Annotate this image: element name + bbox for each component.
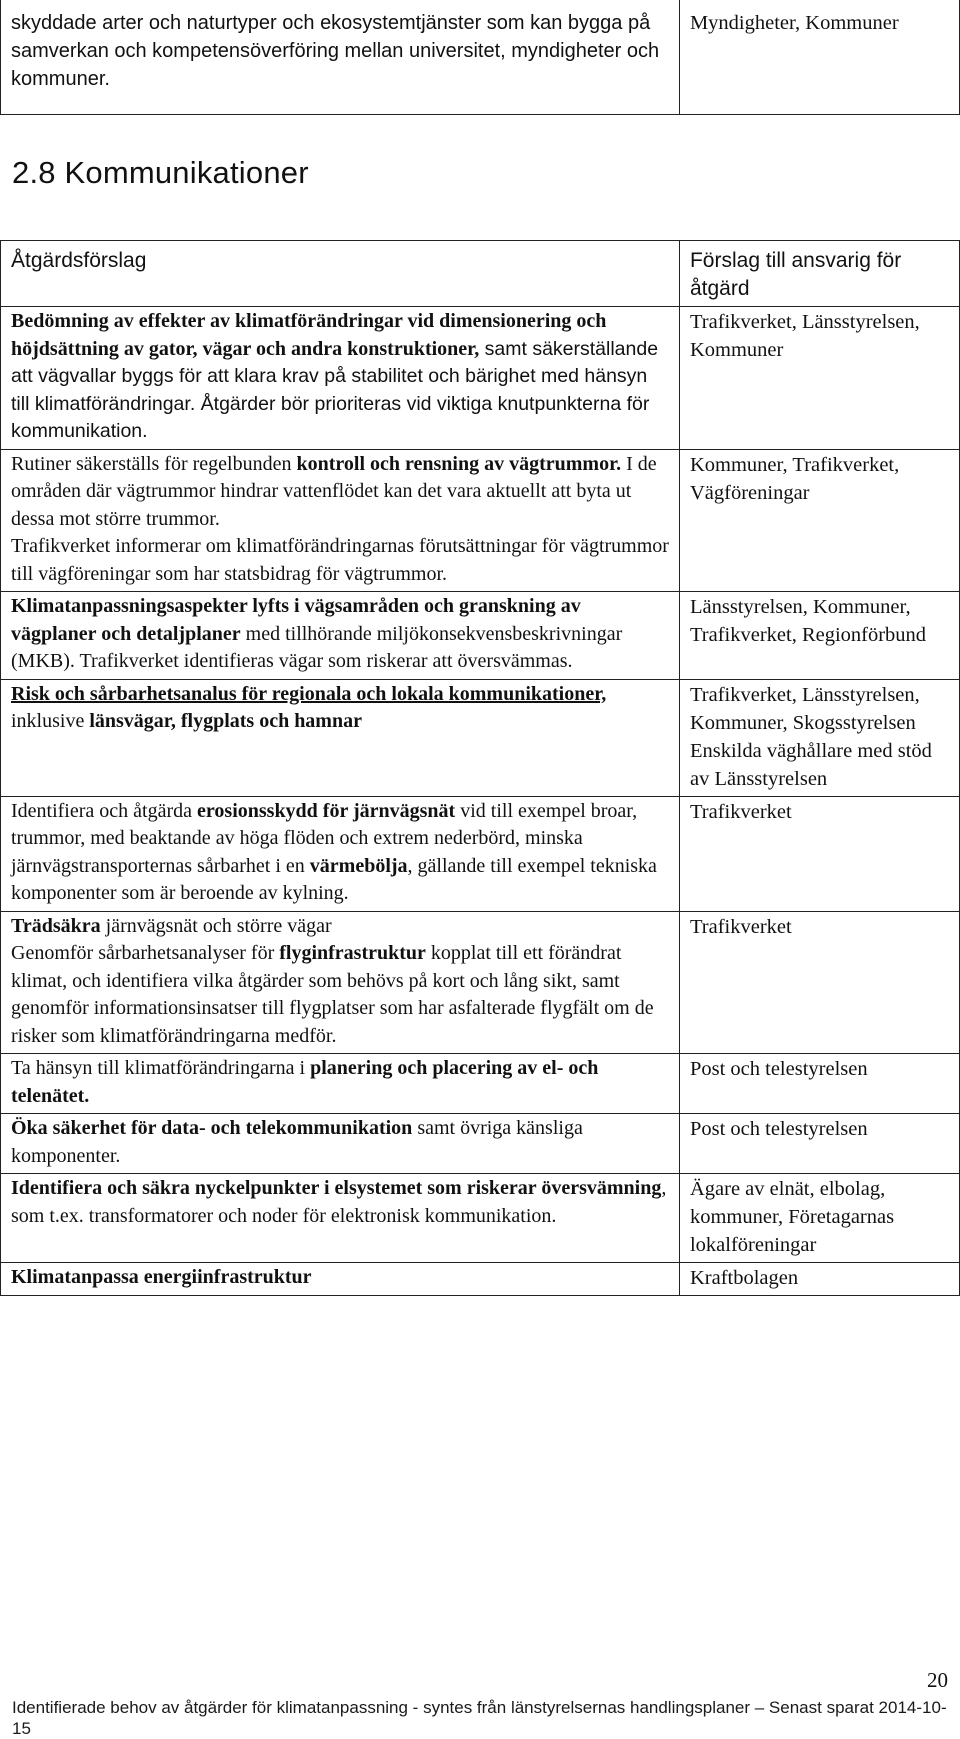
previous-section-table	[0, 0, 960, 115]
action-text: kopplat till ett förändrat klimat, och identifiera vilka åtgärder som behövs på kort och lång sikt, samt genomför informationsinsatser till flygplatser som har asfalterade flygfält om de risker som klimatförändringarna medför.	[11, 942, 654, 1047]
action-paragraph	[11, 1264, 669, 1292]
responsible-cell: Trafikverket, Länsstyrelsen, Kommuner	[679, 307, 959, 450]
action-text: samt säkerställande att vägvallar byggs för att klara krav på stabilitet och bärighet med hänsyn till klimatförändringar. Åtgärder bör prioriteras vid viktiga knutpunkterna för kommunikation.	[11, 337, 659, 442]
action-text: järnvägsnät och större vägar	[100, 914, 332, 937]
bold-text: planering och placering av el- och telenätet.	[11, 1057, 599, 1107]
action-paragraph	[11, 681, 669, 736]
action-paragraph	[11, 798, 669, 908]
responsible-cell: Trafikverket	[679, 796, 959, 911]
action-text: med tillhörande miljökonsekvensbeskrivningar (MKB). Trafikverket identifieras vägar som riskerar att översvämmas.	[11, 622, 623, 672]
table-row	[1, 307, 960, 450]
section-title: 2.8 Kommunikationer	[12, 155, 309, 190]
measures-table	[0, 240, 960, 1296]
action-cell	[1, 1174, 680, 1263]
responsible-cell: Länsstyrelsen, Kommuner, Trafikverket, Regionförbund	[679, 592, 959, 680]
action-cell	[1, 449, 680, 592]
action-cell	[1, 1263, 680, 1296]
bold-text: erosionsskydd för järnvägsnät	[197, 799, 456, 822]
responsible-cell	[679, 0, 959, 115]
table-row	[1, 1054, 960, 1114]
responsible-text: Myndigheter, Kommuner	[689, 12, 899, 34]
bold-text: Risk och sårbarhetsanalus för regionala och lokala kommunikationer,	[11, 682, 607, 705]
bold-text: kontroll och rensning av vägtrummor.	[296, 452, 622, 475]
action-cell	[1, 592, 680, 680]
page-footer: Identifierade behov av åtgärder för klimatanpassning - syntes från länstyrelsernas handlingsplaner – Senast sparat 2014-10-15	[12, 1698, 947, 1738]
action-paragraph: Trafikverket informerar om klimatförändringarnas förutsättningar för vägtrummor till vägföreningar som har statsbidrag för vägtrummor.	[11, 535, 669, 585]
responsible-cell: Trafikverket	[679, 911, 959, 1054]
bold-text: Öka säkerhet för data- och telekommunikation	[11, 1117, 413, 1139]
action-paragraph	[11, 1055, 669, 1110]
table-row	[1, 796, 960, 911]
action-text: Identifiera och åtgärda	[11, 799, 198, 822]
action-cell	[1, 1114, 680, 1174]
table-row	[1, 1263, 960, 1296]
responsible-cell: Kommuner, Trafikverket, Vägföreningar	[679, 449, 959, 592]
responsible-cell: Trafikverket, Länsstyrelsen, Kommuner, Skogsstyrelsen Enskilda väghållare med stöd av Länsstyrelsen	[679, 679, 959, 796]
action-cell	[1, 0, 680, 115]
table-row	[1, 592, 960, 680]
header-actions: Åtgärdsförslag	[1, 241, 680, 307]
action-paragraph	[11, 1175, 669, 1230]
action-text: samt övriga känsliga komponenter.	[11, 1117, 583, 1167]
bold-text: länsvägar, flygplats och hamnar	[89, 710, 362, 732]
action-text: vid till exempel broar, trummor, med beaktande av höga flöden och extrem nederbörd, minska järnvägstransporternas sårbarhet i en	[11, 799, 638, 877]
bold-text: Bedömning av effekter av klimatförändringar vid dimensionering och höjdsättning av gator, vägar och andra konstruktioner,	[11, 310, 607, 360]
table-row	[1, 679, 960, 796]
table-row	[1, 1114, 960, 1174]
bold-text: Identifiera och säkra nyckelpunkter i elsystemet som riskerar översvämning	[11, 1177, 662, 1199]
action-paragraph	[11, 593, 669, 676]
bold-text: flyginfrastruktur	[279, 942, 426, 964]
action-text: I de områden där vägtrummor hindrar vattenflödet kan det vara aktuellt att byta ut dessa mot större trummor.	[11, 452, 657, 530]
action-text: Rutiner säkerställs för regelbunden	[11, 452, 297, 475]
bold-text: Klimatanpassa energiinfrastruktur	[11, 1266, 312, 1288]
bold-text: värmebölja	[309, 854, 408, 877]
responsible-cell: Ägare av elnät, elbolag, kommuner, Företagarnas lokalföreningar	[679, 1174, 959, 1263]
action-text: Ta hänsyn till klimatförändringarna i	[11, 1057, 311, 1079]
action-text: skyddade arter och naturtyper och ekosystemtjänster som kan bygga på samverkan och kompetensöverföring mellan universitet, myndigheter och kommuner.	[11, 12, 660, 90]
action-paragraph	[11, 1115, 669, 1170]
action-cell	[1, 1054, 680, 1114]
action-cell	[1, 911, 680, 1054]
action-text: inklusive	[11, 710, 90, 732]
action-paragraph	[11, 913, 669, 941]
responsible-cell: Post och telestyrelsen	[679, 1114, 959, 1174]
responsible-cell: Post och telestyrelsen	[679, 1054, 959, 1114]
table-row	[1, 911, 960, 1054]
table-row	[1, 449, 960, 592]
table-header-row	[1, 241, 960, 307]
action-cell	[1, 796, 680, 911]
table-row	[1, 0, 960, 115]
action-cell	[1, 679, 680, 796]
page-number: 20	[927, 1668, 948, 1692]
responsible-cell: Kraftbolagen	[679, 1263, 959, 1296]
action-paragraph	[11, 940, 669, 1050]
action-text: , gällande till exempel tekniska komponenter som är beroende av kylning.	[11, 854, 657, 904]
table-row	[1, 1174, 960, 1263]
action-paragraph	[11, 451, 669, 534]
action-paragraph	[11, 308, 669, 446]
action-text: Genomför sårbarhetsanalyser för	[11, 942, 280, 964]
bold-text: Klimatanpassningsaspekter lyfts i vägsamråden och granskning av vägplaner och detaljplaner	[11, 595, 581, 645]
action-cell	[1, 307, 680, 450]
action-text: , som t.ex. transformatorer och noder för elektronisk kommunikation.	[11, 1177, 667, 1227]
bold-text: Trädsäkra	[11, 914, 101, 937]
header-responsible: Förslag till ansvarig för åtgärd	[679, 241, 959, 307]
